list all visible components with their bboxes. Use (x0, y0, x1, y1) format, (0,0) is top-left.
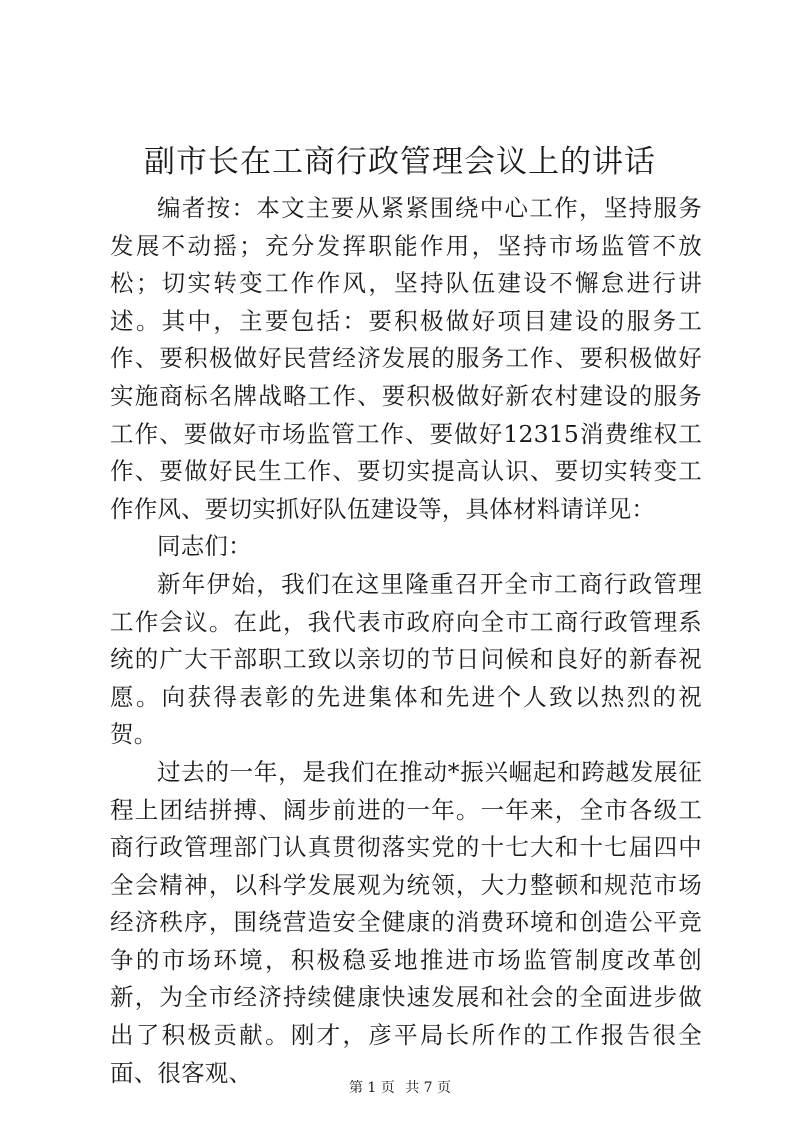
document-body (110, 190, 702, 1092)
document-title: 副市长在工商行政管理会议上的讲话 (144, 144, 656, 180)
page-number: 第 1 页 (348, 1080, 395, 1096)
page-total: 共 7 页 (405, 1080, 452, 1096)
page-footer (0, 1078, 800, 1098)
body-paragraph: 新年伊始，我们在这里隆重召开全市工商行政管理工作会议。在此，我代表市政府向全市工商行政管理系统的广大干部职工致以亲切的节日问候和良好的新春祝愿。向获得表彰的先进集体和先进个人致以热烈的祝贺。 (110, 569, 702, 749)
body-paragraph: 过去的一年，是我们在推动*振兴崛起和跨越发展征程上团结拼搏、阔步前进的一年。一年来，全市各级工商行政管理部门认真贯彻落实党的十七大和十七届四中全会精神，以科学发展观为统领，大力整顿和规范市场经济秩序，围绕营造安全健康的消费环境和创造公平竞争的市场环境，积极稳妥地推进市场监管制度改革创新，为全市经济持续健康快速发展和社会的全面进步做出了积极贡献。刚才，彦平局长所作的工作报告很全面、很客观、 (110, 757, 702, 1087)
editor-note-paragraph: 编者按：本文主要从紧紧围绕中心工作，坚持服务发展不动摇；充分发挥职能作用，坚持市场监管不放松；切实转变工作作风，坚持队伍建设不懈怠进行讲述。其中，主要包括：要积极做好项目建设的服务工作、要积极做好民营经济发展的服务工作、要积极做好实施商标名牌战略工作、要积极做好新农村建设的服务工作、要做好市场监管工作、要做好12315消费维权工作、要做好民生工作、要切实提高认识、要切实转变工作作风、要切实抓好队伍建设等，具体材料请详见： (110, 194, 702, 523)
salutation-paragraph: 同志们： (157, 532, 252, 561)
